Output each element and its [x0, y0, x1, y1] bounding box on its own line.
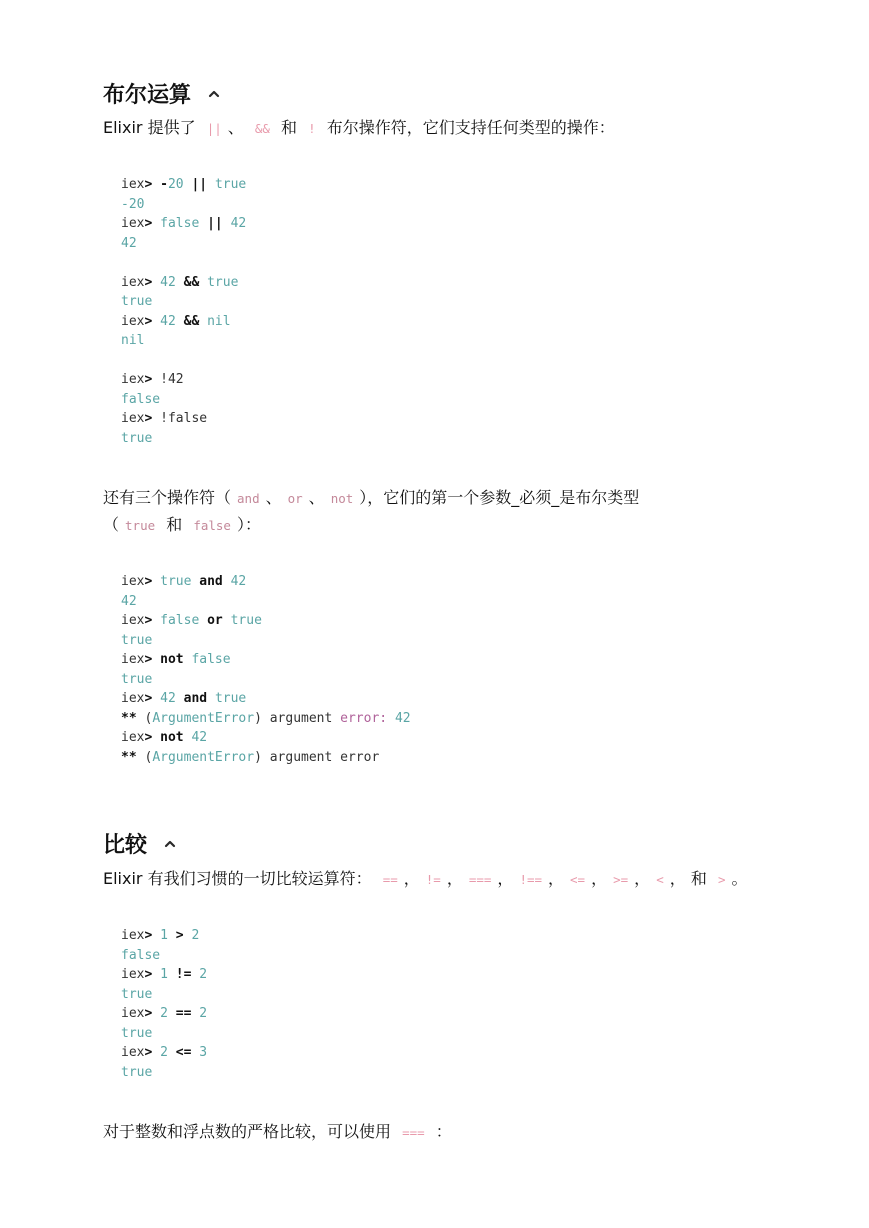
code-error-type: ArgumentError [152, 710, 255, 726]
inline-code-gt: > [717, 872, 726, 887]
code-value: false [191, 652, 231, 667]
code-value: true [214, 177, 247, 192]
code-line [121, 670, 411, 690]
code-value: 2 [191, 928, 200, 943]
code-line [121, 965, 207, 985]
code-prompt: iex [121, 1006, 145, 1021]
code-line [121, 370, 246, 390]
code-prompt: iex [121, 574, 145, 589]
code-prompt-symbol: > [144, 613, 153, 628]
code-token [223, 216, 231, 231]
inline-code-operator: === [468, 872, 492, 887]
code-result: nil [121, 333, 145, 348]
code-result: false [121, 391, 161, 407]
code-value: 42 [230, 216, 247, 231]
code-token [152, 275, 160, 290]
code-line [121, 351, 246, 371]
inline-code-not: ! [308, 121, 316, 136]
comma: ， [548, 869, 565, 888]
code-result: true [121, 671, 153, 687]
heading-compare-text: 比较 [103, 833, 148, 858]
conjunction-text: 和 [690, 869, 707, 888]
compare-operators [377, 869, 686, 888]
code-token [223, 574, 231, 589]
code-token [152, 314, 160, 329]
conjunction-text: 和 [281, 118, 298, 137]
code-value: 42 [191, 730, 208, 745]
code-token [152, 928, 160, 943]
code-block-compare [121, 926, 207, 1082]
code-operator: and [199, 574, 223, 589]
code-line [121, 292, 246, 312]
code-operator: or [207, 613, 223, 628]
code-operator: not [160, 730, 184, 745]
code-line [121, 572, 411, 592]
code-operator: == [175, 1006, 192, 1021]
code-error-keyword: error: [340, 710, 388, 726]
code-line [121, 592, 411, 612]
separator: 、 [308, 488, 325, 507]
code-operator: and [183, 691, 208, 706]
code-line [121, 1043, 207, 1063]
comma: ， [497, 869, 514, 888]
code-value: 20 [167, 177, 184, 192]
code-value: 2 [199, 967, 208, 982]
code-value: true [207, 274, 239, 290]
strict-compare-text: 对于整数和浮点数的严格比较，可以使用 [103, 1122, 392, 1141]
compare-intro-text: Elixir 有我们习惯的一切比较运算符： [103, 869, 372, 888]
code-result: true [121, 986, 153, 1002]
code-line [121, 985, 207, 1005]
code-error-marker: ** [121, 710, 137, 726]
code-result: true [121, 632, 153, 648]
code-value: true [160, 574, 192, 589]
inline-code-operator: == [382, 872, 398, 887]
code-line [121, 709, 411, 729]
code-result: 42 [121, 235, 137, 251]
comma: ， [446, 869, 463, 888]
code-token [168, 1006, 176, 1021]
code-prompt: iex [121, 411, 145, 426]
inline-code-operator: != [425, 872, 441, 887]
code-operator: && [183, 274, 200, 290]
comma: ， [591, 869, 608, 888]
code-line [121, 409, 246, 429]
code-operator: - [160, 177, 168, 192]
code-token: ( [136, 749, 153, 765]
code-token [207, 177, 215, 192]
code-line [121, 689, 411, 709]
code-prompt-symbol: > [144, 652, 153, 667]
intro-text: Elixir 提供了 [103, 118, 196, 137]
code-token [152, 613, 160, 628]
code-prompt: iex [121, 730, 145, 745]
code-prompt-symbol: > [144, 967, 153, 982]
code-token: ) argument error [254, 749, 380, 765]
code-token [199, 216, 207, 231]
code-token [152, 967, 160, 982]
code-operator: not [160, 652, 184, 667]
code-token [207, 691, 215, 706]
code-prompt-symbol: > [144, 1045, 153, 1060]
code-token [168, 1045, 176, 1060]
code-line [121, 390, 246, 410]
code-block-strict-boolean [121, 572, 411, 767]
code-token: !false [152, 411, 208, 426]
code-token [152, 1006, 160, 1021]
code-operator: <= [175, 1045, 192, 1060]
code-value: nil [207, 313, 231, 329]
code-line [121, 650, 411, 670]
inline-code-true: true [125, 518, 156, 533]
code-value: true [214, 691, 247, 706]
code-token [152, 730, 160, 745]
code-operator: > [175, 928, 184, 943]
strict-compare-para [103, 1118, 452, 1147]
code-token [168, 967, 176, 982]
code-prompt: iex [121, 928, 145, 943]
code-token [387, 711, 395, 726]
code-result: true [121, 1025, 153, 1041]
code-token [152, 652, 160, 667]
code-error-marker: ** [121, 749, 137, 765]
code-prompt-symbol: > [144, 274, 153, 290]
code-prompt: iex [121, 177, 145, 192]
code-line [121, 611, 411, 631]
code-prompt: iex [121, 613, 145, 628]
code-token [176, 275, 184, 290]
code-result: true [121, 1064, 153, 1080]
paren-open: （ [103, 515, 120, 534]
code-prompt: iex [121, 313, 145, 329]
code-value: false [160, 216, 200, 231]
separator: 、 [227, 118, 244, 137]
code-value: 3 [199, 1045, 208, 1060]
chevron-up-icon[interactable] [163, 837, 177, 851]
boolean-intro [103, 114, 615, 143]
code-token [223, 613, 231, 628]
code-number: 42 [394, 710, 411, 726]
code-prompt-symbol: > [144, 574, 153, 589]
code-prompt-symbol: > [144, 372, 153, 387]
code-token: ( [136, 710, 153, 726]
colon: ： [435, 1122, 452, 1141]
code-prompt: iex [121, 372, 145, 387]
code-token [152, 574, 160, 589]
code-value: 2 [160, 1045, 168, 1060]
code-token [152, 177, 160, 192]
code-value: 1 [160, 928, 168, 943]
code-line [121, 728, 411, 748]
heading-boolean-text: 布尔运算 [103, 83, 192, 108]
code-line [121, 331, 246, 351]
code-value: 42 [160, 691, 176, 706]
code-line [121, 926, 207, 946]
code-operator: && [183, 313, 200, 329]
code-value: 2 [199, 1006, 208, 1021]
code-prompt: iex [121, 274, 145, 290]
code-prompt-symbol: > [144, 313, 153, 329]
chevron-up-icon[interactable] [207, 87, 221, 101]
boolean-strict-intro-line2 [103, 511, 261, 540]
inline-code-and: && [254, 121, 270, 136]
code-line [121, 946, 207, 966]
code-result: true [121, 430, 153, 446]
inline-code-operator: < [656, 872, 664, 887]
compare-intro [103, 865, 747, 894]
heading-boolean [103, 78, 221, 109]
period: 。 [731, 869, 748, 888]
code-value: 42 [160, 274, 176, 290]
separator: 、 [265, 488, 282, 507]
inline-code-operator: !== [519, 872, 543, 887]
code-prompt: iex [121, 1045, 145, 1060]
comma: ， [403, 869, 420, 888]
code-token [199, 275, 207, 290]
para2-text: 还有三个操作符（ [103, 488, 232, 507]
code-prompt: iex [121, 691, 145, 706]
code-token [176, 691, 184, 706]
conjunction-text: 和 [166, 515, 183, 534]
code-token: !42 [152, 372, 184, 387]
code-line [121, 312, 246, 332]
code-token [199, 613, 207, 628]
code-prompt-symbol: > [144, 1006, 153, 1021]
code-line [121, 234, 246, 254]
code-value: 2 [160, 1006, 168, 1021]
code-block-boolean-ops [121, 175, 246, 448]
code-token [199, 314, 207, 329]
code-line [121, 429, 246, 449]
code-line [121, 273, 246, 293]
code-prompt-symbol: > [144, 177, 153, 192]
code-line [121, 1063, 207, 1083]
inline-code-strict-eq: === [402, 1125, 425, 1140]
boolean-strict-intro [103, 484, 639, 513]
inline-code-operator: >= [613, 872, 629, 887]
code-prompt: iex [121, 967, 145, 982]
intro-suffix-text: 布尔操作符，它们支持任何类型的操作： [326, 118, 615, 137]
code-line [121, 1004, 207, 1024]
code-error-type: ArgumentError [152, 749, 255, 765]
code-result: false [121, 947, 161, 963]
code-result: 42 [121, 593, 137, 609]
code-token: ) argument [254, 710, 341, 726]
comma: ， [669, 869, 686, 888]
code-token [168, 928, 176, 943]
heading-compare [103, 828, 177, 859]
code-line [121, 195, 246, 215]
code-operator: || [207, 216, 223, 231]
code-prompt-symbol: > [144, 928, 153, 943]
code-line [121, 214, 246, 234]
code-token [176, 314, 184, 329]
code-line [121, 175, 246, 195]
code-operator: != [175, 967, 192, 982]
code-prompt-symbol: > [144, 216, 153, 231]
comma: ， [634, 869, 651, 888]
inline-code-or: || [206, 121, 222, 136]
inline-code-and-op: and [237, 491, 260, 506]
inline-code-false: false [193, 518, 231, 533]
code-prompt-symbol: > [144, 691, 153, 706]
code-result: true [121, 294, 153, 309]
code-value: 42 [230, 574, 247, 589]
code-value: false [160, 613, 200, 628]
code-value: true [230, 613, 262, 628]
code-line [121, 748, 411, 768]
inline-code-not-op: not [330, 491, 354, 506]
code-prompt: iex [121, 216, 145, 231]
code-line [121, 1024, 207, 1044]
code-result: -20 [121, 196, 145, 212]
code-token [152, 216, 160, 231]
code-value: 42 [160, 313, 176, 329]
code-token [152, 691, 160, 706]
para2-suffix-text: ），它们的第一个参数_必须_是布尔类型 [359, 488, 640, 507]
code-token [152, 1045, 160, 1060]
code-prompt: iex [121, 652, 145, 667]
inline-code-operator: <= [570, 872, 586, 887]
paren-close: ）： [236, 515, 261, 534]
code-operator: || [191, 177, 208, 192]
code-prompt-symbol: > [144, 411, 153, 426]
inline-code-or-op: or [287, 491, 303, 506]
code-line [121, 253, 246, 273]
code-prompt-symbol: > [144, 730, 153, 745]
code-value: 1 [160, 967, 168, 982]
code-line [121, 631, 411, 651]
